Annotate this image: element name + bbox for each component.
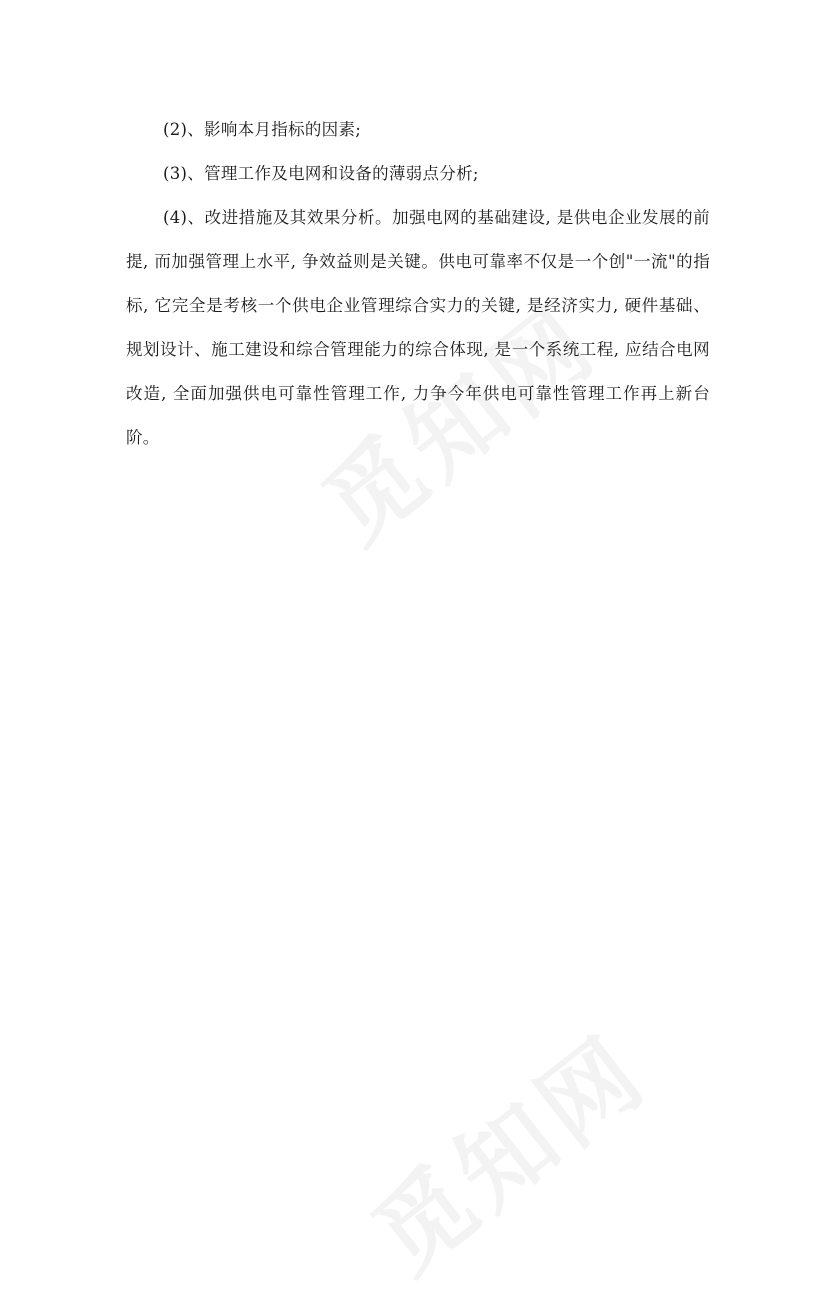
paragraph-item-3: (3)、管理工作及电网和设备的薄弱点分析;	[163, 164, 479, 183]
watermark-logo	[341, 998, 671, 1298]
document-body	[126, 108, 710, 460]
paragraph-item-4: (4)、改进措施及其效果分析。加强电网的基础建设, 是供电企业发展的前提, 而加强管理上水平, 争效益则是关键。供电可靠率不仅是一个创"一流"的指标, 它完全是考核一个供电企业管理综合实力的关键, 是经济实力, 硬件基础、规划设计、施工建设和综合管理能力的综合体现, 是一个系统工程, 应结合电网改造, 全面加强供电可靠性管理工作, 力争今年供电可靠性管理工作再上新台阶。	[126, 208, 710, 447]
paragraph-item-2: (2)、影响本月指标的因素;	[163, 120, 362, 139]
